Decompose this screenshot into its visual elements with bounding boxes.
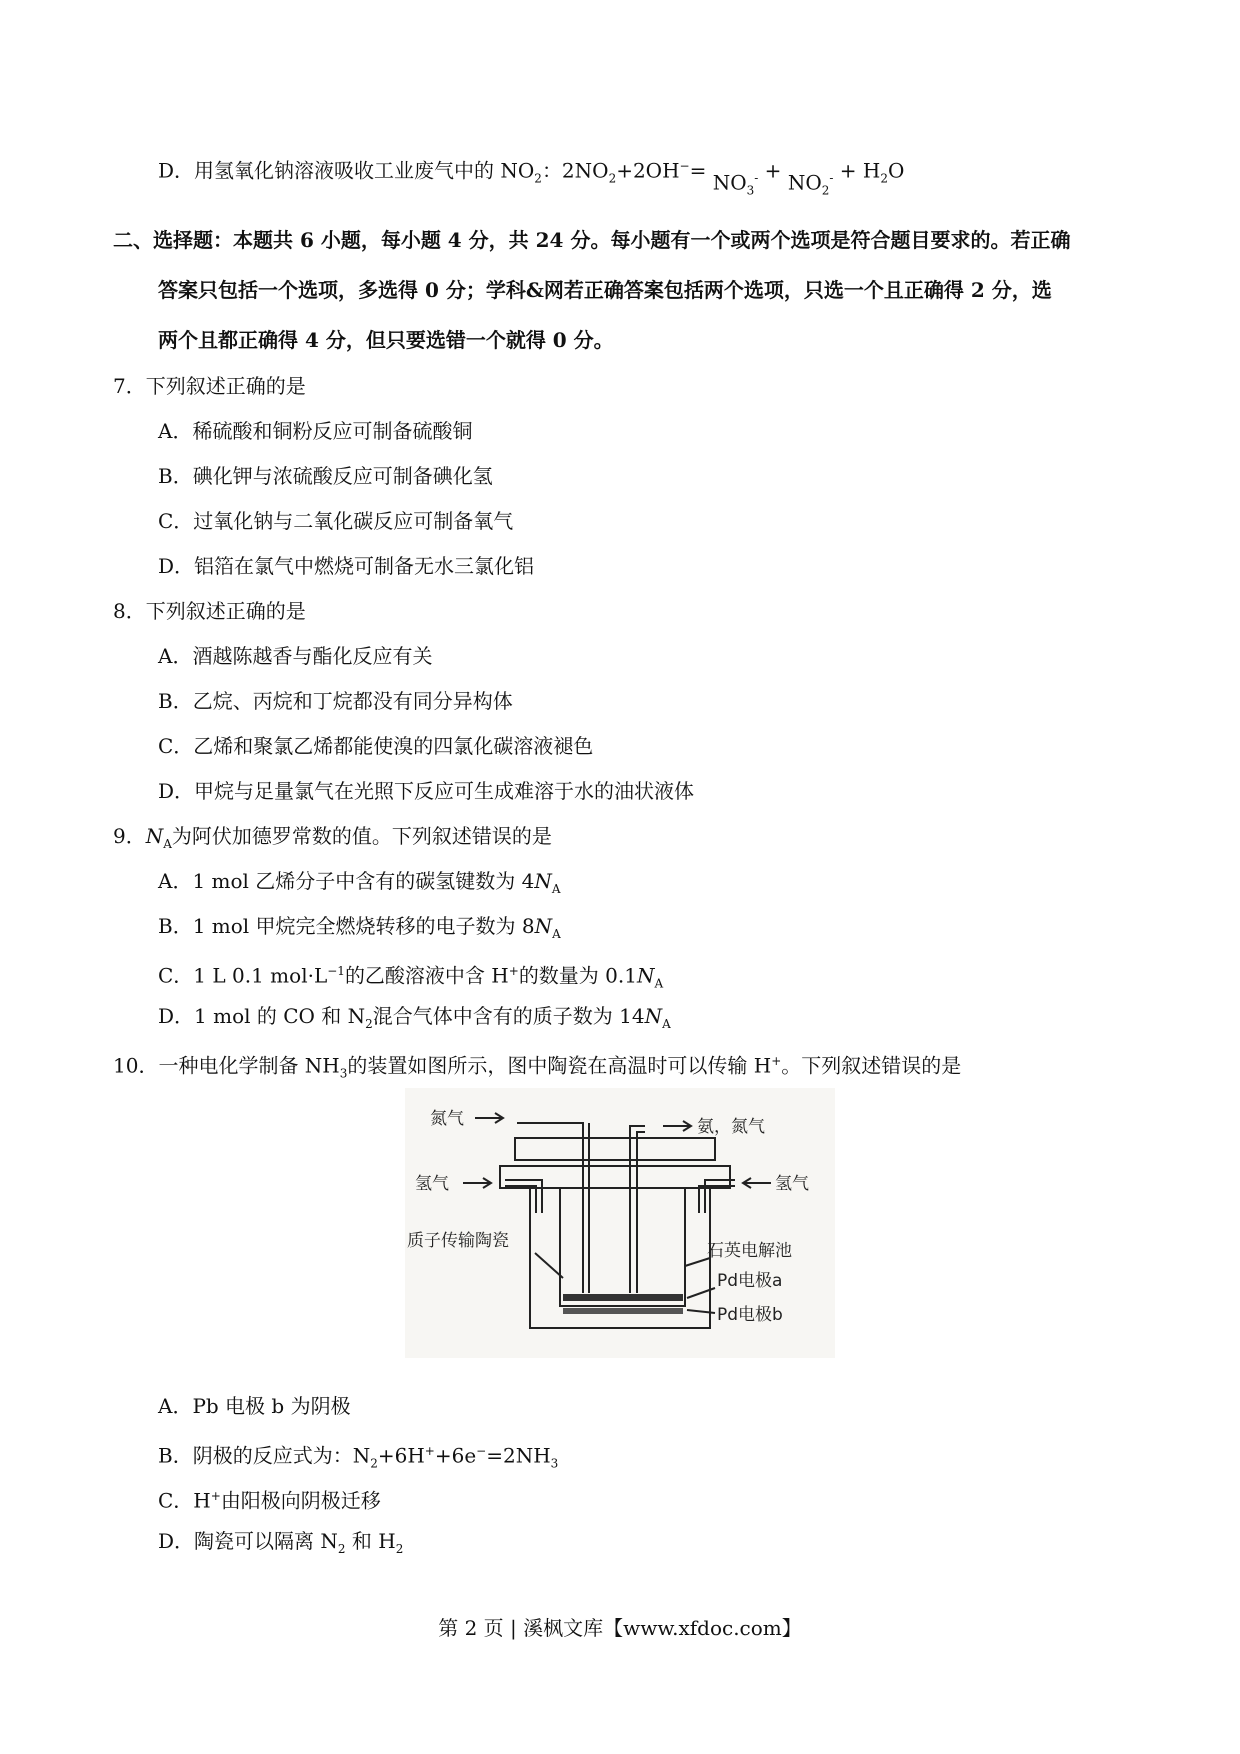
label-electrode-b: Pd电极b [717,1305,783,1325]
q7-option-b: B．碘化钾与浓硫酸反应可制备碘化氢 [158,464,493,488]
q8-stem: 8．下列叙述正确的是 [113,599,306,623]
label-quartz-cell: 石英电解池 [707,1241,792,1261]
electrolysis-apparatus-figure [405,1088,835,1358]
q9-option-a: A．1 mol 乙烯分子中含有的碳氢键数为 $4N_A$ [158,869,561,896]
q6-option-d: D．用氢氧化钠溶液吸收工业废气中的 $NO_2$：$2NO_2+2OH^-= NO_3^- + NO_2^- + H_2O$ [158,152,904,193]
q8-option-a: A．酒越陈越香与酯化反应有关 [158,644,433,668]
q10-stem: 10．一种电化学制备 $NH_3$的装置如图所示，图中陶瓷在高温时可以传输 H+。下列叙述错误的是 [113,1053,962,1081]
label-ammonia-out: 氨，氮气 [697,1117,765,1137]
label-hydrogen-in: 氢气 [415,1174,449,1194]
q10-option-a: A．Pb 电极 b 为阴极 [158,1394,351,1418]
q8-option-c: C．乙烯和聚氯乙烯都能使溴的四氯化碳溶液褪色 [158,734,594,758]
q9-option-b: B．1 mol 甲烷完全燃烧转移的电子数为 $8N_A$ [158,914,561,941]
electrode-a [563,1294,683,1301]
q7-option-d: D．铝箔在氯气中燃烧可制备无水三氯化铝 [158,554,535,578]
label-electrode-a: Pd电极a [717,1271,783,1291]
section2-line2: 答案只包括一个选项，多选得 0 分；学科&网若正确答案包括两个选项，只选一个且正确得 2 分，选 [158,278,1052,302]
q10-option-d: D．陶瓷可以隔离 $N_2$ 和 $H_2$ [158,1529,404,1556]
q8-option-b: B．乙烷、丙烷和丁烷都没有同分异构体 [158,689,513,713]
label-hydrogen-out: 氢气 [775,1174,809,1194]
page-footer: 第 2 页 | 溪枫文库【www.xfdoc.com】 [438,1616,802,1640]
electrode-b [563,1308,683,1314]
q7-stem: 7．下列叙述正确的是 [113,374,306,398]
q10-option-c: C．H+由阳极向阴极迁移 [158,1488,381,1513]
section2-line3: 两个且都正确得 4 分，但只要选错一个就得 0 分。 [158,328,614,352]
q7-option-c: C．过氧化钠与二氧化碳反应可制备氧气 [158,509,514,533]
q9-option-d: D．1 mol 的 CO 和 $N_2$混合气体中含有的质子数为 $14N_A$ [158,1004,671,1031]
label-nitrogen-in: 氮气 [430,1109,464,1129]
section2-line1: 二、选择题：本题共 6 小题，每小题 4 分，共 24 分。每小题有一个或两个选项是符合题目要求的。若正确 [113,228,1071,252]
nitrite-ion: $NO_2^-$ [787,170,834,198]
q10-option-b: B．阴极的反应式为：$N_2+6H^++6e^-=2NH_3$ [158,1443,559,1471]
label-ceramic: 质子传输陶瓷 [407,1231,509,1251]
q7-option-a: A．稀硫酸和铜粉反应可制备硫酸铜 [158,419,473,443]
q8-option-d: D．甲烷与足量氯气在光照下反应可生成难溶于水的油状液体 [158,779,695,803]
q9-option-c: C．1 L 0.1 $mol\cdot L^{-1}$的乙酸溶液中含 H+的数量为 $0.1N_A$ [158,963,664,991]
q9-stem: 9．$N_A$为阿伏加德罗常数的值。下列叙述错误的是 [113,824,552,851]
nitrate-ion: $NO_3^-$ [712,170,759,198]
